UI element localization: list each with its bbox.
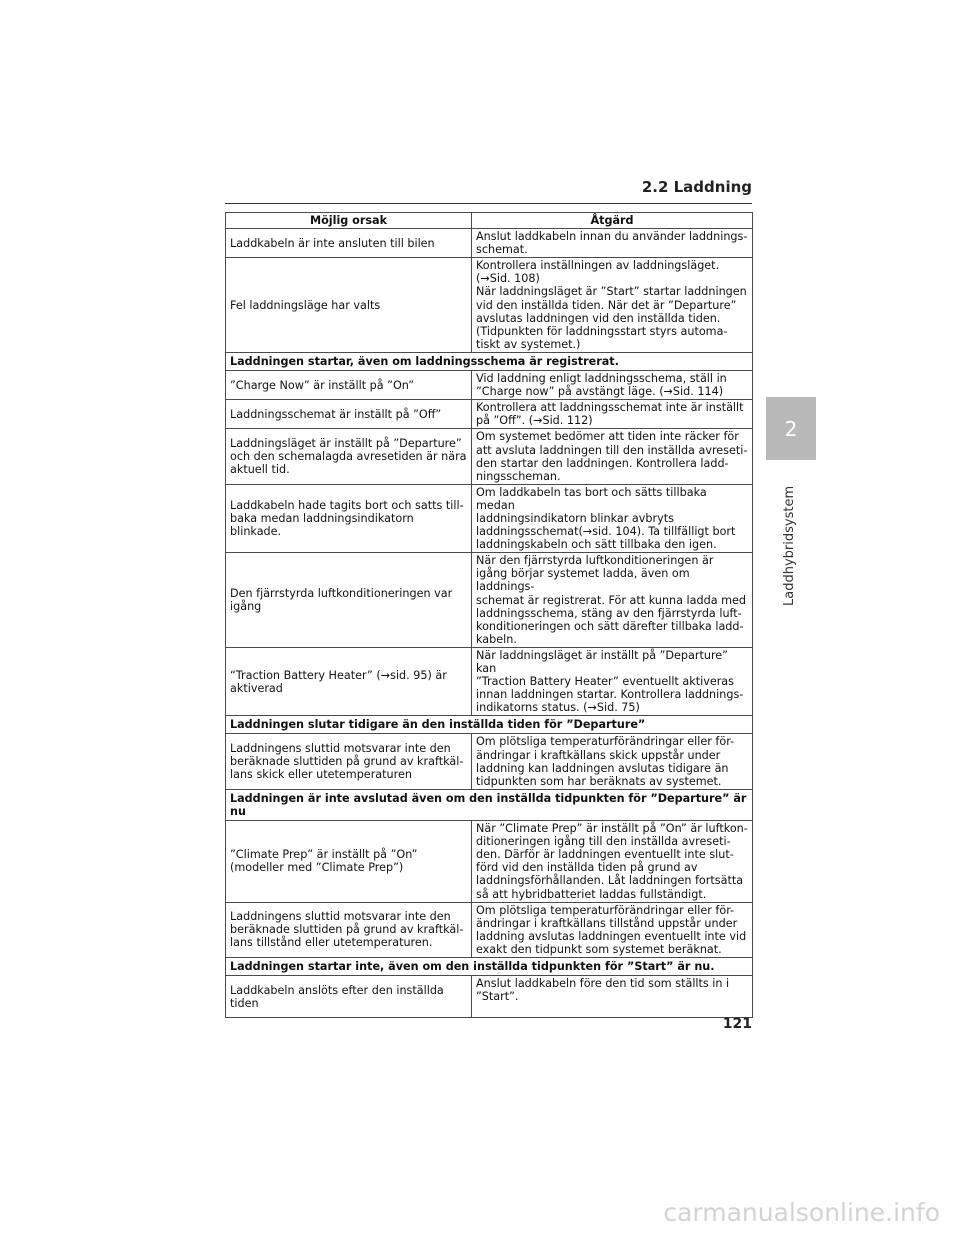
action-line: Om plötsliga temperaturförändringar eller för- <box>476 735 735 749</box>
table-row <box>226 734 753 789</box>
chapter-label <box>779 466 801 606</box>
action-line: laddningsindikatorn blinkar avbryts <box>476 511 674 525</box>
header-divider <box>225 203 752 204</box>
cause-line: lans tillstånd eller utetemperaturen. <box>230 936 433 950</box>
cause-cell <box>226 902 472 957</box>
table-row <box>226 429 753 484</box>
action-line: ändringar i kraftkällans skick uppstår under <box>476 748 721 762</box>
action-cell <box>472 371 753 400</box>
action-line: laddningskabeln och sätt tillbaka den igen. <box>476 538 717 552</box>
action-line: ”Traction Battery Heater” eventuellt aktiveras <box>476 675 734 689</box>
table-row <box>226 371 753 400</box>
action-line: Anslut laddkabeln innan du använder laddnings- <box>476 230 748 244</box>
action-cell <box>472 258 753 353</box>
action-line: avslutas laddningen vid den inställda tiden. <box>476 311 721 325</box>
action-line: laddningsförhållanden. Låt laddningen fortsätta <box>476 874 744 888</box>
cause-line: igång <box>230 600 262 614</box>
cause-cell <box>226 647 472 715</box>
action-cell <box>472 400 753 429</box>
table-section-row <box>226 957 753 975</box>
action-line <box>476 1003 748 1016</box>
cause-line: “Traction Battery Heater” (→sid. 95) är <box>230 668 447 682</box>
cause-line: Laddningsschemat är inställt på ”Off” <box>230 407 442 421</box>
action-line: så att hybridbatteriet laddas fullständigt. <box>476 887 707 901</box>
cause-line: Den fjärrstyrda luftkonditioneringen var <box>230 586 453 600</box>
action-cell <box>472 734 753 789</box>
table-row <box>226 821 753 903</box>
column-header-cause: Möjlig orsak <box>226 213 472 229</box>
table-section-row <box>226 716 753 734</box>
action-line: att avsluta laddningen till den inställda avreseti- <box>476 443 748 457</box>
cause-line: aktuell tid. <box>230 463 290 477</box>
action-line: (→Sid. 108) <box>476 272 540 286</box>
table-section-row <box>226 789 753 820</box>
table-row <box>226 976 753 1018</box>
action-line: den startar den laddningen. Kontrollera ladd- <box>476 456 729 470</box>
cause-line: Fel laddningsläge har valts <box>230 298 381 312</box>
action-line: den. Därför är laddningen eventuellt inte slut- <box>476 848 734 862</box>
action-line: När laddningsläget är ”Start” startar laddningen <box>476 285 747 299</box>
action-cell <box>472 821 753 903</box>
watermark: carmanualsonline.info <box>663 1198 940 1227</box>
table-row <box>226 553 753 648</box>
troubleshooting-table <box>225 212 753 1018</box>
action-line: konditioneringen och sätt därefter tillbaka ladd- <box>476 619 744 633</box>
cause-cell <box>226 400 472 429</box>
cause-cell <box>226 734 472 789</box>
action-line: ändringar i kraftkällans tillstånd uppstår under <box>476 916 738 930</box>
action-line: igång börjar systemet ladda, även om laddnings- <box>476 567 690 594</box>
cause-cell <box>226 976 472 1018</box>
table-body <box>226 229 753 1018</box>
cause-line: Laddningens sluttid motsvarar inte den <box>230 910 451 924</box>
page-number: 121 <box>722 1016 752 1032</box>
section-title: Laddningen startar inte, även om den inställda tidpunkten för ”Start” är nu. <box>226 957 753 975</box>
action-line: tidpunkten som har beräknats av systemet. <box>476 774 722 788</box>
cause-line: ”Climate Prep” är inställt på ”On” <box>230 848 418 862</box>
action-line: När den fjärrstyrda luftkonditioneringen är <box>476 554 714 568</box>
cause-cell <box>226 484 472 552</box>
action-line: Om laddkabeln tas bort och sätts tillbaka medan <box>476 485 707 512</box>
action-cell <box>472 229 753 258</box>
action-line: Anslut laddkabeln före den tid som ställts in i <box>476 977 730 991</box>
section-title: Laddningen startar, även om laddningsschema är registrerat. <box>226 352 753 370</box>
action-line: ningsscheman. <box>476 469 561 483</box>
cause-cell <box>226 229 472 258</box>
action-line: Om systemet bedömer att tiden inte räcker för <box>476 430 739 444</box>
cause-line: och den schemalagda avresetiden är nära <box>230 450 467 464</box>
action-line: på ”Off”. (→Sid. 112) <box>476 414 593 428</box>
section-title: Laddningen är inte avslutad även om den inställda tidpunkten för ”Departure” är nu <box>226 789 753 820</box>
chapter-name: Laddhybridsystem <box>782 485 797 606</box>
action-line: exakt den tidpunkt som systemet beräknat. <box>476 942 722 956</box>
cause-line: tiden <box>230 996 259 1010</box>
cause-line: beräknade sluttiden på grund av kraftkäl- <box>230 755 464 769</box>
table-row <box>226 229 753 258</box>
action-cell <box>472 484 753 552</box>
cause-line: Laddkabeln är inte ansluten till bilen <box>230 236 435 250</box>
action-line: indikatorns status. (→Sid. 75) <box>476 701 640 715</box>
cause-line: Laddningens sluttid motsvarar inte den <box>230 742 451 756</box>
table-row <box>226 484 753 552</box>
action-cell <box>472 902 753 957</box>
action-line: ”Charge now” på avstängt läge. (→Sid. 114) <box>476 385 724 399</box>
table-row <box>226 258 753 353</box>
table-row <box>226 647 753 715</box>
section-title: Laddningen slutar tidigare än den inställda tiden för ”Departure” <box>226 716 753 734</box>
action-line: ”Start”. <box>476 990 519 1004</box>
cause-line: Laddkabeln anslöts efter den inställda <box>230 983 444 997</box>
action-line: laddning avslutas laddningen eventuellt inte vid <box>476 929 747 943</box>
cause-line: (modeller med ”Climate Prep”) <box>230 861 404 875</box>
action-line: (Tidpunkten för laddningsstart styrs automa- <box>476 324 728 338</box>
column-header-action: Åtgärd <box>472 213 753 229</box>
table-header-row <box>226 213 753 229</box>
action-line: Vid laddning enligt laddningsschema, ställ in <box>476 372 727 386</box>
action-line: laddningsschema, stäng av den fjärrstyrda luft- <box>476 606 742 620</box>
cause-cell <box>226 371 472 400</box>
cause-cell <box>226 821 472 903</box>
cause-cell <box>226 553 472 648</box>
action-cell <box>472 976 753 1018</box>
action-cell <box>472 647 753 715</box>
cause-cell <box>226 258 472 353</box>
action-line: schemat. <box>476 243 528 257</box>
action-line: tiskt av systemet.) <box>476 337 581 351</box>
action-cell <box>472 429 753 484</box>
cause-line: baka medan laddningsindikatorn blinkade. <box>230 511 414 539</box>
action-line: Kontrollera att laddningsschemat inte är inställt <box>476 401 744 415</box>
table-row <box>226 902 753 957</box>
action-line: Om plötsliga temperaturförändringar eller för- <box>476 903 735 917</box>
action-line: Kontrollera inställningen av laddningsläget. <box>476 259 720 273</box>
action-line: schemat är registrerat. För att kunna ladda med <box>476 593 747 607</box>
action-line: laddning kan laddningen avslutas tidigare än <box>476 761 729 775</box>
table-row <box>226 400 753 429</box>
action-line: förd vid den inställda tiden på grund av <box>476 861 698 875</box>
action-line: När ”Climate Prep” är inställt på ”On” är luftkon- <box>476 822 748 836</box>
cause-line: aktiverad <box>230 681 283 695</box>
action-line: innan laddningen startar. Kontrollera laddnings- <box>476 688 744 702</box>
cause-line: Laddkabeln hade tagits bort och satts till- <box>230 498 464 512</box>
cause-line: lans skick eller utetemperaturen <box>230 768 412 782</box>
chapter-number: 2 <box>784 416 798 441</box>
action-line: laddningsschemat(→sid. 104). Ta tillfälligt bort <box>476 525 736 539</box>
action-cell <box>472 553 753 648</box>
cause-cell <box>226 429 472 484</box>
action-line: vid den inställda tiden. När det är ”Departure” <box>476 298 737 312</box>
cause-line: Laddningsläget är inställt på ”Departure” <box>230 436 462 450</box>
action-line: kabeln. <box>476 632 517 646</box>
action-line: När laddningsläget är inställt på ”Departure” kan <box>476 648 728 675</box>
chapter-tab <box>766 397 816 460</box>
cause-line: ”Charge Now” är inställt på ”On” <box>230 378 415 392</box>
section-header: 2.2 Laddning <box>641 178 752 196</box>
action-line: ditioneringen igång till den inställda avreseti- <box>476 835 731 849</box>
cause-line: beräknade sluttiden på grund av kraftkäl- <box>230 923 464 937</box>
table-section-row <box>226 352 753 370</box>
